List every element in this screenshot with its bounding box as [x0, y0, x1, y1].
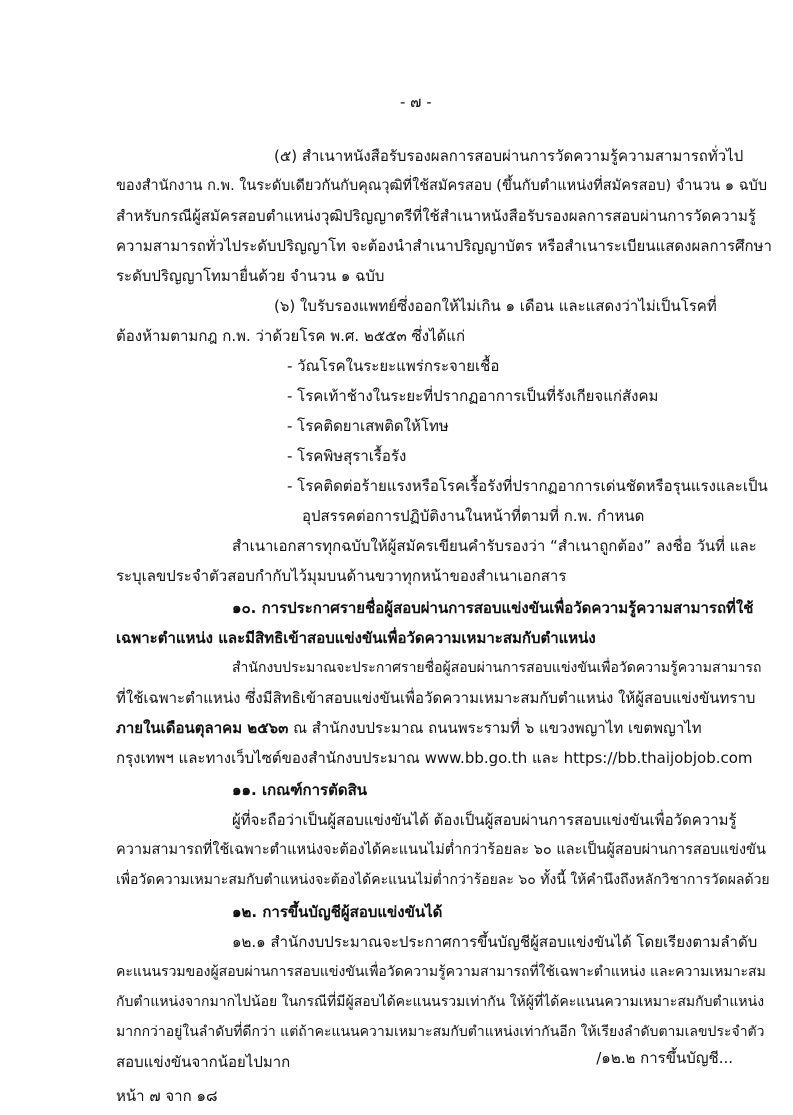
disease-item-2: - โรคเท้าช้างในระยะที่ปรากฏอาการเป็นที่รังเกียจแก่สังคม: [287, 387, 659, 405]
announcement-deadline: ภายในเดือนตุลาคม ๒๕๖๓: [116, 719, 289, 737]
page-footer: หน้า ๗ จาก ๑๘: [116, 1087, 218, 1105]
copies-note-line1: สำเนาเอกสารทุกฉบับให้ผู้สมัครเขียนคำรับรองว่า “สำเนาถูกต้อง” ลงชื่อ วันที่ และ: [232, 537, 757, 555]
page-number: - ๗ -: [400, 93, 432, 111]
section12-para-line3: กับตำแหน่งจากมากไปน้อย ในกรณีที่มีผู้สอบได้คะแนนรวมเท่ากัน ให้ผู้ที่ได้คะแนนความเหมาะสมกับตำแหน่ง: [116, 994, 765, 1010]
announcement-location: ณ สำนักงบประมาณ ถนนพระรามที่ ๖ แขวงพญาไท เขตพญาไท: [288, 719, 702, 737]
item5-line2: ของสำนักงาน ก.พ. ในระดับเดียวกันกับคุณวุฒิที่ใช้สมัครสอบ (ขึ้นกับตำแหน่งที่สมัครสอบ) จำนวน ๑ ฉบับ: [116, 178, 768, 194]
section10-para-line4: กรุงเทพฯ และทางเว็บไซต์ของสำนักงบประมาณ www.bb.go.th และ https://bb.thaijobjob.com: [116, 749, 753, 767]
section11-heading: ๑๑. เกณฑ์การตัดสิน: [232, 781, 367, 799]
disease-item-3: - โรคติดยาเสพติดให้โทษ: [287, 417, 449, 435]
section10-para-line2: ที่ใช้เฉพาะตำแหน่ง ซึ่งมีสิทธิเข้าสอบแข่งขันเพื่อวัดความเหมาะสมกับตำแหน่ง ให้ผู้สอบแข่งขันทราบ: [116, 689, 756, 707]
section10-heading-line1: ๑๐. การประกาศรายชื่อผู้สอบผ่านการสอบแข่งขันเพื่อวัดความรู้ความสามารถที่ใช้: [232, 599, 754, 617]
section11-para-line1: ผู้ที่จะถือว่าเป็นผู้สอบแข่งขันได้ ต้องเป็นผู้สอบผ่านการสอบแข่งขันเพื่อวัดความรู้: [232, 811, 737, 829]
disease-item-5: - โรคติดต่อร้ายแรงหรือโรคเรื้อรังที่ปรากฏอาการเด่นชัดหรือรุนแรงและเป็น: [287, 477, 768, 495]
item5-line3: สำหรับกรณีผู้สมัครสอบตำแหน่งวุฒิปริญญาตรีที่ใช้สำเนาหนังสือรับรองผลการสอบผ่านการวัดความรู้: [116, 207, 756, 225]
section12-para-line5: สอบแข่งขันจากน้อยไปมาก: [116, 1053, 291, 1071]
section12-heading: ๑๒. การขึ้นบัญชีผู้สอบแข่งขันได้: [232, 903, 443, 921]
section10-para-line1: สำนักงบประมาณจะประกาศรายชื่อผู้สอบผ่านการสอบแข่งขันเพื่อวัดความรู้ความสามารถ: [232, 660, 762, 676]
section12-para-line1: ๑๒.๑ สำนักงบประมาณจะประกาศการขึ้นบัญชีผู้สอบแข่งขันได้ โดยเรียงตามลำดับ: [232, 933, 758, 951]
continuation-note: /๑๒.๒ การขึ้นบัญชี...: [596, 1049, 733, 1067]
item6-line1: (๖) ใบรับรองแพทย์ซึ่งออกให้ไม่เกิน ๑ เดือน และแสดงว่าไม่เป็นโรคที่: [274, 297, 717, 315]
section11-para-line2: ความสามารถที่ใช้เฉพาะตำแหน่งจะต้องได้คะแนนไม่ต่ำกว่าร้อยละ ๖๐ และเป็นผู้สอบผ่านการสอบแข่งขัน: [116, 842, 766, 858]
copies-note-line2: ระบุเลขประจำตัวสอบกำกับไว้มุมบนด้านขวาทุกหน้าของสำเนาเอกสาร: [116, 567, 567, 585]
item5-line5: ระดับปริญญาโทมายื่นด้วย จำนวน ๑ ฉบับ: [116, 267, 385, 285]
section12-para-line2: คะแนนรวมของผู้สอบผ่านการสอบแข่งขันเพื่อวัดความรู้ความสามารถที่ใช้เฉพาะตำแหน่ง และความเหมาะสม: [116, 964, 766, 980]
section11-para-line3: เพื่อวัดความเหมาะสมกับตำแหน่งจะต้องได้คะแนนไม่ต่ำกว่าร้อยละ ๖๐ ทั้งนี้ ให้คำนึงถึงหลักวิชาการวัดผลด้วย: [116, 872, 770, 888]
section12-para-line4: มากกว่าอยู่ในลำดับที่ดีกว่า แต่ถ้าคะแนนความเหมาะสมกับตำแหน่งเท่ากันอีก ให้เรียงลำดับตามเลขประจำตัว: [116, 1024, 765, 1040]
section10-para-line3: [116, 718, 702, 738]
item6-line2: ต้องห้ามตามกฎ ก.พ. ว่าด้วยโรค พ.ศ. ๒๕๕๓ ซึ่งได้แก่: [116, 327, 466, 345]
disease-item-4: - โรคพิษสุราเรื้อรัง: [287, 447, 407, 465]
item5-line1: (๕) สำเนาหนังสือรับรองผลการสอบผ่านการวัดความรู้ความสามารถทั่วไป: [274, 147, 744, 165]
item5-line4: ความสามารถทั่วไประดับปริญญาโท จะต้องนำสำเนาปริญญาบัตร หรือสำเนาระเบียนแสดงผลการศึกษา: [116, 237, 772, 255]
section10-heading-line2: เฉพาะตำแหน่ง และมีสิทธิเข้าสอบแข่งขันเพื่อวัดความเหมาะสมกับตำแหน่ง: [116, 629, 596, 647]
disease-item-5-cont: อุปสรรคต่อการปฏิบัติงานในหน้าที่ตามที่ ก.พ. กำหนด: [302, 507, 645, 525]
disease-item-1: - วัณโรคในระยะแพร่กระจายเชื้อ: [287, 357, 500, 375]
